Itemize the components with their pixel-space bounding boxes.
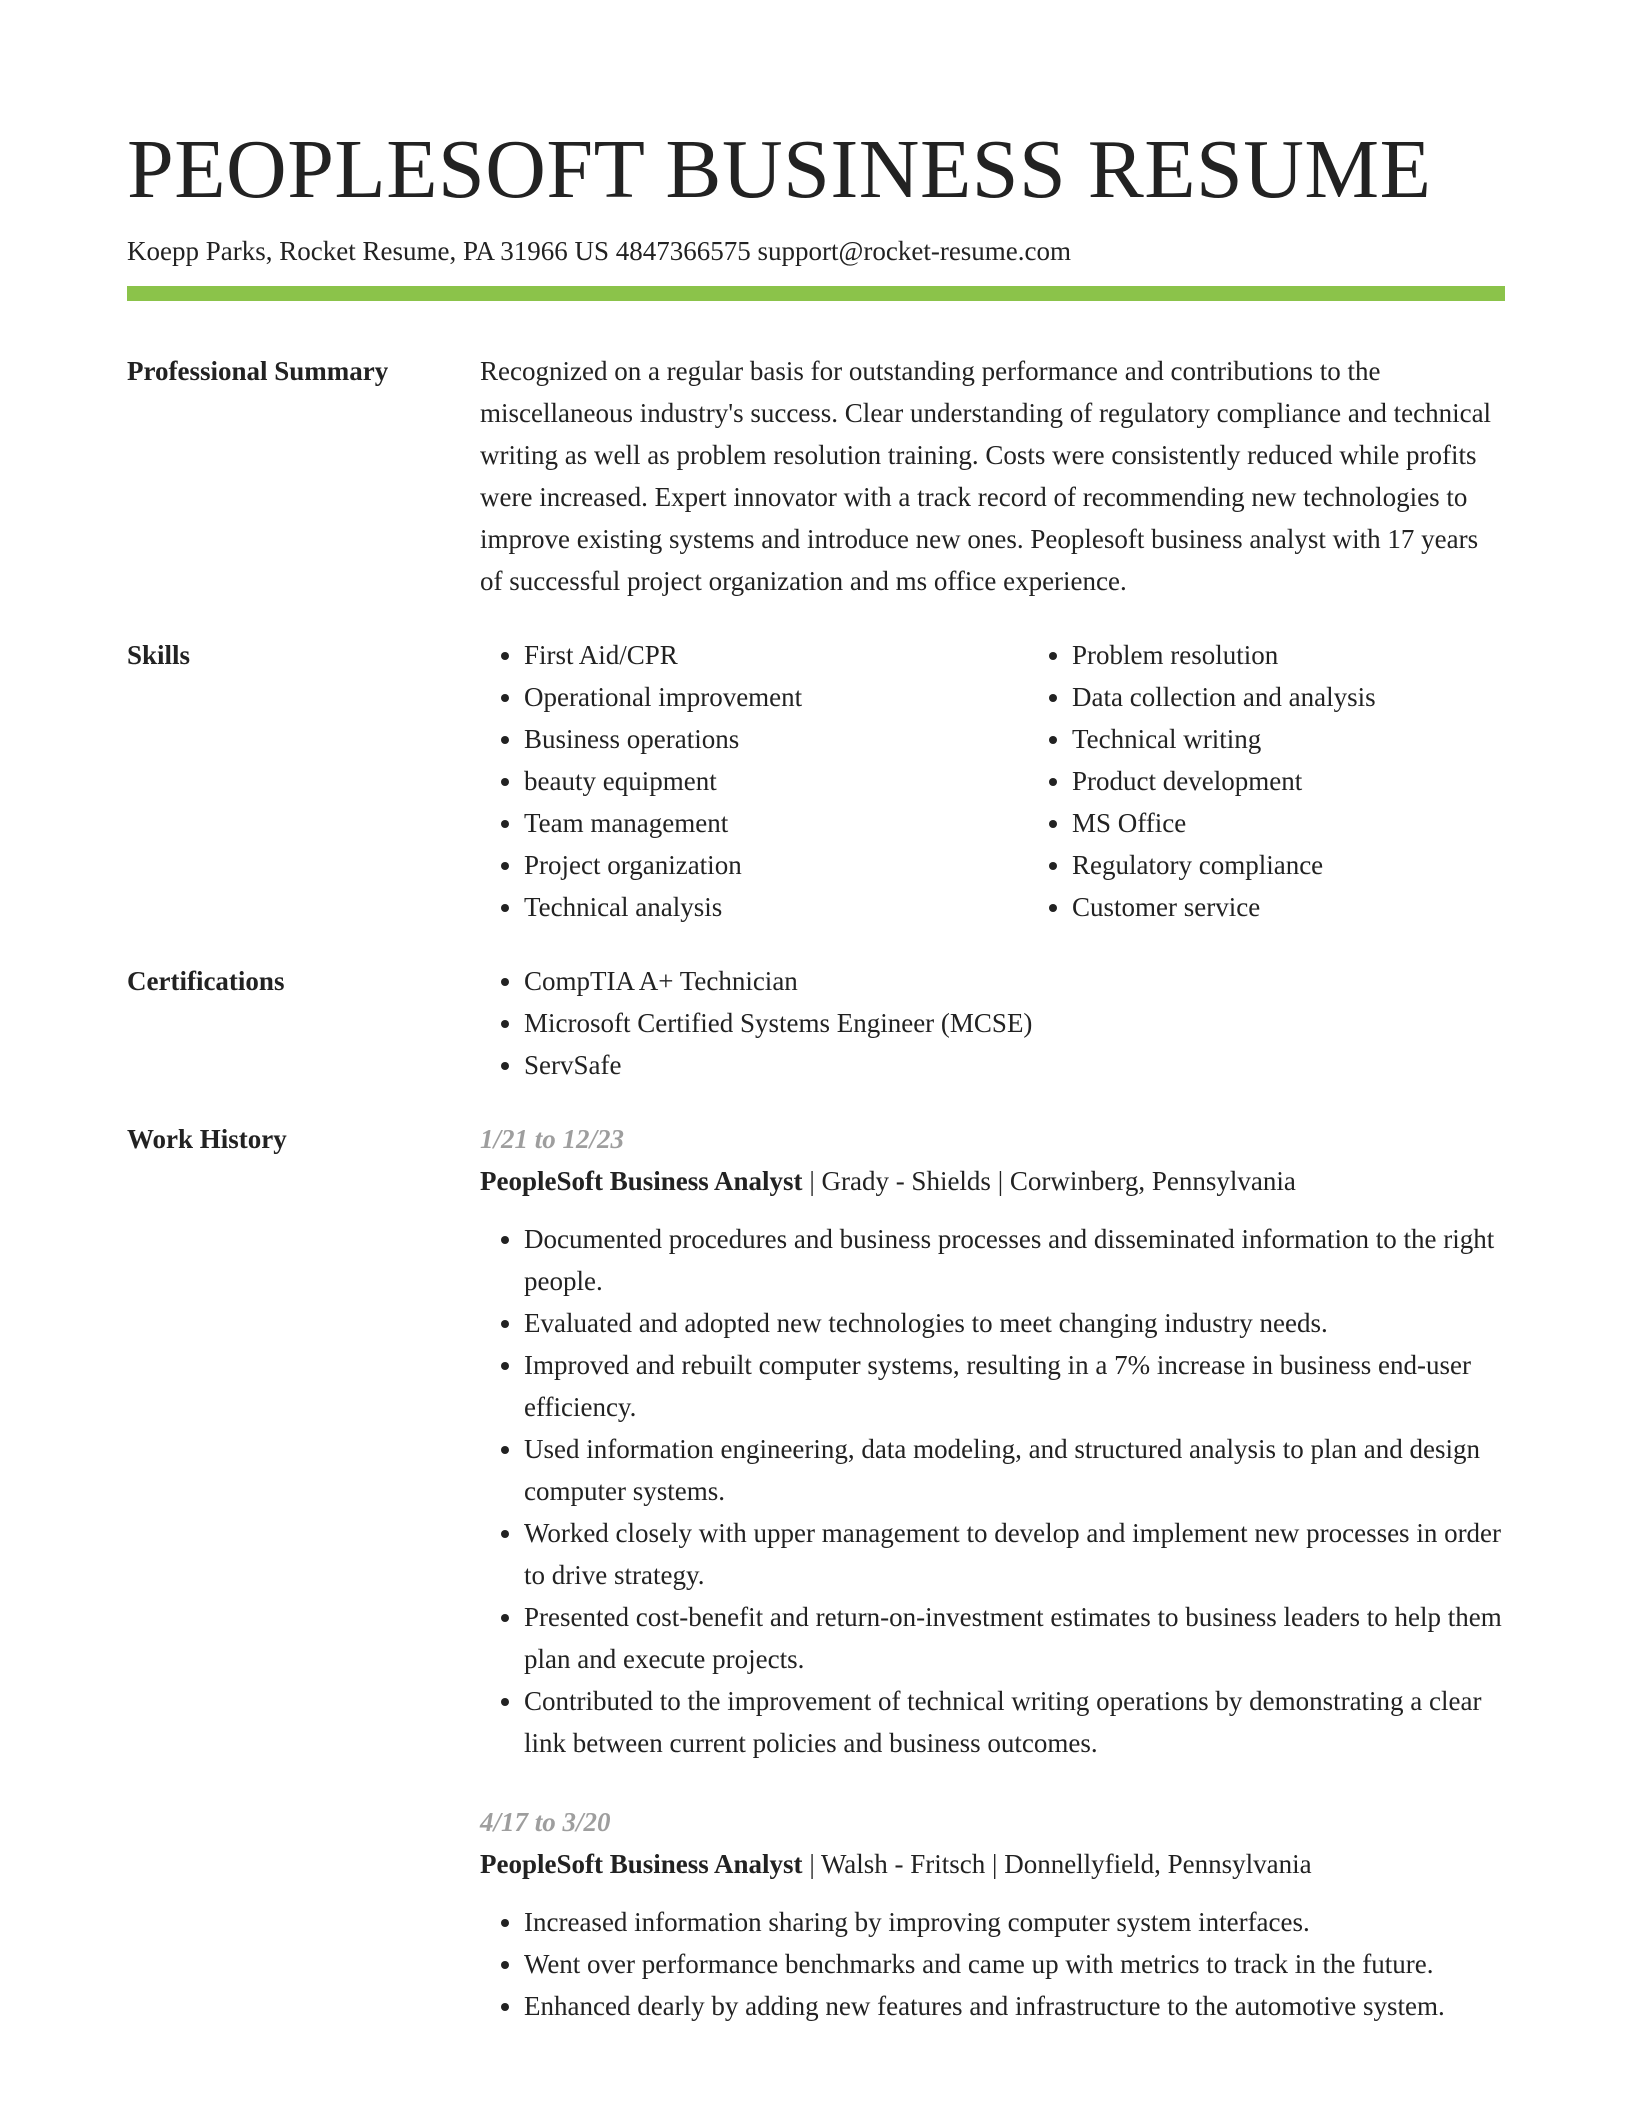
job-entry: [480, 1801, 1505, 2027]
job-bullet: • Worked closely with upper management to develop and implement new processes in order to drive strategy.: [524, 1512, 1505, 1596]
skills-list-right: [1028, 634, 1532, 928]
skill-item: • MS Office: [1072, 802, 1532, 844]
section-label-summary: Professional Summary: [127, 356, 389, 386]
job-bullet: • Enhanced dearly by adding new features and infrastructure to the automotive system.: [524, 1985, 1505, 2027]
contact-line: Koepp Parks, Rocket Resume, PA 31966 US 4847366575 support@rocket-resume.com: [127, 236, 1072, 266]
summary-text: Recognized on a regular basis for outstanding performance and contributions to the miscellaneous industry's success. Clear understanding of regulatory compliance and technical writing as well as problem resolution training. Costs were consistently reduced while profits were increased. Expert innovator with a track record of recommending new technologies to improve existing systems and introduce new ones. Peoplesoft business analyst with 17 years of successful project organization and ms office experience.: [480, 356, 1492, 596]
job-company-location: | Grady - Shields | Corwinberg, Pennsylvania: [802, 1166, 1296, 1196]
job-bullet: • Used information engineering, data modeling, and structured analysis to plan and design computer systems.: [524, 1428, 1505, 1512]
certifications-section: [127, 960, 1505, 1086]
summary-section: [127, 350, 1505, 602]
job-bullet: • Contributed to the improvement of technical writing operations by demonstrating a clear link between current policies and business outcomes.: [524, 1680, 1505, 1764]
work-history-body: [480, 1118, 1505, 2027]
skill-item: • Business operations: [524, 718, 984, 760]
job-bullet: • Increased information sharing by improving computer system interfaces.: [524, 1901, 1505, 1943]
job-dates: 4/17 to 3/20: [480, 1807, 611, 1837]
certification-item: • ServSafe: [524, 1044, 1505, 1086]
skill-item: • Team management: [524, 802, 984, 844]
skill-item: • Project organization: [524, 844, 984, 886]
job-title: PeopleSoft Business Analyst: [480, 1166, 803, 1196]
skill-item: • Technical analysis: [524, 886, 984, 928]
skill-item: • First Aid/CPR: [524, 634, 984, 676]
skill-item: • Technical writing: [1072, 718, 1532, 760]
job-heading: [480, 1843, 1505, 1885]
job-bullet: • Went over performance benchmarks and came up with metrics to track in the future.: [524, 1943, 1505, 1985]
job-bullets: [480, 1901, 1505, 2027]
skill-item: • beauty equipment: [524, 760, 984, 802]
resume-page: [127, 120, 1505, 2027]
job-heading: [480, 1160, 1505, 1202]
skill-item: • Product development: [1072, 760, 1532, 802]
job-bullet: • Documented procedures and business processes and disseminated information to the right people.: [524, 1218, 1505, 1302]
job-entry: [480, 1118, 1505, 1764]
job-company-location: | Walsh - Fritsch | Donnellyfield, Pennsylvania: [802, 1849, 1312, 1879]
section-label-skills: Skills: [127, 640, 191, 670]
skill-item: • Customer service: [1072, 886, 1532, 928]
job-bullet: • Improved and rebuilt computer systems, resulting in a 7% increase in business end-user efficiency.: [524, 1344, 1505, 1428]
resume-title: PEOPLESOFT BUSINESS RESUME: [127, 123, 1432, 216]
certifications-list: [480, 960, 1505, 1086]
skill-item: • Regulatory compliance: [1072, 844, 1532, 886]
job-bullets: [480, 1218, 1505, 1764]
skills-columns: [480, 634, 1532, 928]
certifications-body: [480, 960, 1505, 1086]
section-label-work-history: Work History: [127, 1124, 287, 1154]
skill-item: • Data collection and analysis: [1072, 676, 1532, 718]
skill-item: • Problem resolution: [1072, 634, 1532, 676]
job-bullet: • Evaluated and adopted new technologies to meet changing industry needs.: [524, 1302, 1505, 1344]
job-bullet: • Presented cost-benefit and return-on-investment estimates to business leaders to help them plan and execute projects.: [524, 1596, 1505, 1680]
skills-section: [127, 634, 1505, 928]
certification-item: • Microsoft Certified Systems Engineer (MCSE): [524, 1002, 1505, 1044]
skills-list-left: [480, 634, 984, 928]
section-label-certifications: Certifications: [127, 966, 285, 996]
job-dates: 1/21 to 12/23: [480, 1124, 625, 1154]
header-divider: [127, 286, 1505, 301]
job-title: PeopleSoft Business Analyst: [480, 1849, 803, 1879]
skill-item: • Operational improvement: [524, 676, 984, 718]
work-history-section: [127, 1118, 1505, 2027]
resume-header: [127, 120, 1505, 301]
certification-item: • CompTIA A+ Technician: [524, 960, 1505, 1002]
